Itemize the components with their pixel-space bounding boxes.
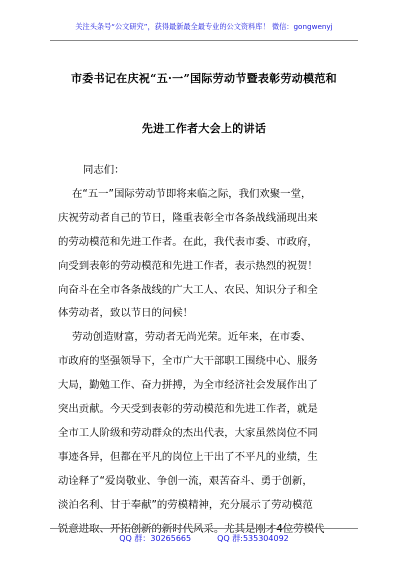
footer-divider: [50, 528, 358, 529]
header-banner: 关注头条号“公文研究”，获得最新最全最专业的公文资料库！ 微信：gongwenyj: [75, 22, 333, 31]
body-line: 大局，勤勉工作、奋力拼搏，为全市经济社会发展作出了: [58, 379, 318, 392]
body-line: 在“五一”国际劳动节即将来临之际，我们欢聚一堂，: [72, 187, 312, 200]
body-line: 向受到表彰的劳动模范和先进工作者，表示热烈的祝贺！: [58, 259, 318, 272]
footer-qq-group-2: QQ 群:535304092: [217, 534, 289, 543]
document-title-line-1: 市委书记在庆祝“五·一”国际劳动节暨表彰劳动模范和: [71, 72, 337, 85]
salutation: 同志们：: [83, 164, 125, 176]
footer: [0, 533, 408, 544]
body-line: 的劳动模范和先进工作者。在此，我代表市委、市政府，: [58, 235, 318, 248]
body-line: 劳动创造财富，劳动者无尚光荣。近年来，在市委、: [72, 331, 311, 344]
document-body: [58, 159, 356, 542]
footer-qq-group-1: QQ 群：30265665: [119, 534, 192, 543]
body-line: 锐意进取、开拓创新的新时代风采。尤其是刚才4位劳模代: [58, 522, 325, 535]
body-line: 突出贡献。今天受到表彰的劳动模范和先进工作者，就是: [58, 403, 318, 416]
body-line: 市政府的坚强领导下，全市广大干部职工围绕中心、服务: [58, 355, 318, 368]
body-line: 全市工人阶级和劳动群众的杰出代表，大家虽然岗位不同: [58, 426, 318, 439]
body-line: 体劳动者，致以节日的问候！: [58, 307, 194, 320]
body-line: 淡泊名利、甘于奉献”的劳模精神，充分展示了劳动模范: [58, 498, 313, 511]
document-title-line-2: 先进工作者大会上的讲话: [141, 122, 267, 135]
body-line: 庆祝劳动者自己的节日，隆重表彰全市各条战线涌现出来: [58, 211, 318, 224]
body-line: 事迹各异，但都在平凡的岗位上干出了不平凡的业绩，生: [58, 450, 318, 463]
body-line: 向奋斗在全市各条战线的广大工人、农民、知识分子和全: [58, 283, 318, 296]
body-line: 动诠释了“爱岗敬业、争创一流，艰苦奋斗、勇于创新，: [58, 474, 313, 487]
header-divider: [50, 40, 358, 41]
